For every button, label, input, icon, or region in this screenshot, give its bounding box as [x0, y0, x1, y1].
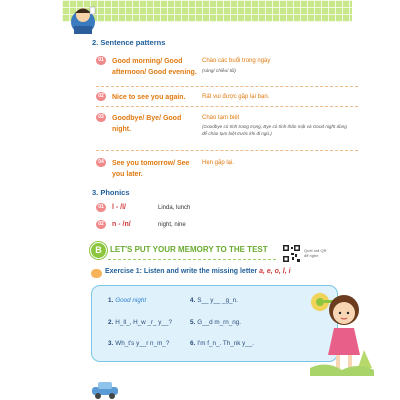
exercise-item[interactable]: 5. G__d m_rn_ng.: [190, 319, 242, 326]
exercise-1-title: Exercise 1: Listen and write the missing letter a, e, o, l, i: [105, 268, 291, 275]
pattern-row: [96, 113, 356, 145]
section-b-title: LET'S PUT YOUR MEMORY TO THE TEST: [110, 245, 268, 254]
english-pattern: Goodbye/ Bye/ Good night.: [112, 115, 182, 133]
english-pattern: Good morning/ Good afternoon/ Good evening.: [112, 58, 197, 76]
section-b-underline: [108, 259, 276, 260]
phonics-row: [96, 203, 296, 213]
row-number: 02: [96, 92, 106, 101]
row-number: 03: [96, 113, 106, 122]
missing-letters: a, e, o, l, i: [259, 268, 291, 275]
pattern-note: (Goodbye có tính trang trọng, Bye có tính thân mật và Good night dùng để chào tạm biệt trước khi đi ngủ.): [202, 124, 347, 136]
phonics-examples: Linda, lunch: [158, 205, 191, 211]
divider: [96, 86, 358, 87]
exercise-item[interactable]: 6. I'm f_n_. Th_nk y__.: [190, 340, 255, 347]
row-number: 04: [96, 158, 106, 167]
top-grid-banner: [62, 0, 352, 22]
phonics-examples: night, nine: [158, 222, 186, 228]
exercise-item[interactable]: 2. H_ll_, H_w _r_ y__?: [108, 319, 172, 326]
sentence-patterns-heading: 2. Sentence patterns: [92, 38, 166, 47]
exercise-item: 1. Good night: [108, 297, 147, 304]
english-pattern: See you tomorrow/ See you later.: [112, 160, 190, 178]
phonics-symbol: n - /n/: [112, 221, 131, 228]
qr-caption: Quét mã QR để nghe: [304, 248, 327, 258]
pattern-note: (sáng/ chiều/ tối): [202, 68, 236, 73]
vietnamese-meaning: Chào các buổi trong ngày: [202, 58, 271, 64]
girl-illustration-icon: [306, 280, 376, 380]
phonics-heading: 3. Phonics: [92, 188, 130, 197]
divider: [96, 150, 358, 151]
toy-car-icon: [88, 380, 122, 400]
phonics-symbol: l - /l/: [112, 204, 126, 211]
vietnamese-meaning: Hẹn gặp lại.: [202, 160, 235, 166]
row-number: 01: [96, 56, 106, 65]
exercise-bullet-icon: [91, 269, 102, 278]
phonics-row: [96, 220, 296, 230]
vietnamese-meaning: Rất vui được gặp lại bạn.: [202, 94, 270, 100]
exercise-item[interactable]: 3. Wh_t's y__r n_m_?: [108, 340, 170, 347]
exercise-1-box: [91, 285, 338, 362]
divider: [96, 106, 358, 107]
qr-code-icon[interactable]: [283, 245, 300, 262]
row-number: 02: [96, 220, 106, 229]
pattern-row: [96, 158, 356, 182]
english-pattern: Nice to see you again.: [112, 94, 186, 101]
boy-mascot-icon: [66, 2, 100, 36]
section-b-badge: B: [91, 243, 106, 258]
pattern-row: [96, 56, 356, 82]
vietnamese-meaning: Chào tạm biệt: [202, 115, 240, 121]
exercise-item[interactable]: 4. S__ y__ _g_n.: [190, 297, 238, 304]
row-number: 01: [96, 203, 106, 212]
pattern-row: [96, 92, 356, 104]
